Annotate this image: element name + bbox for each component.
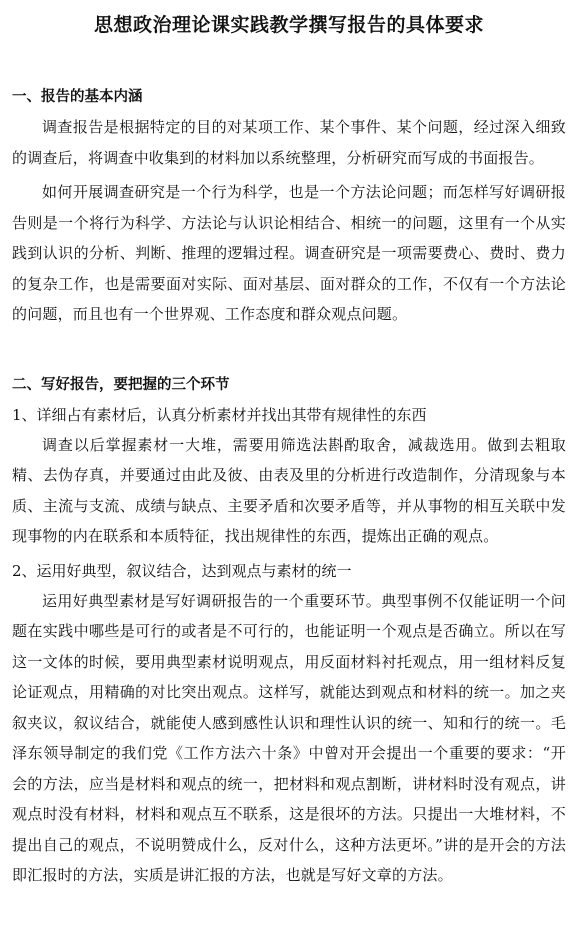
paragraph: 如何开展调查研究是一个行为科学，也是一个方法论问题；而怎样写好调研报告则是一个将行为科学、方法论与认识论相结合、相统一的问题，这里有一个从实践到认识的分析、判断、推理的逻辑过程。调查研究是一项需要费心、费时、费力的复杂工作，也是需要面对实际、面对基层、面对群众的工作，不仅有一个方法论的问题，而且也有一个世界观、工作态度和群众观点问题。 xyxy=(12,183,566,323)
paragraph: 调查以后掌握素材一大堆，需要用筛选法斟酌取舍，减裁选用。做到去粗取精、去伪存真，并要通过由此及彼、由表及里的分析进行改造制作，分清现象与本质、主流与支流、成绩与缺点、主要矛盾和次要矛盾等，并从事物的相互关联中发现事物的内在联系和本质特征，找出规律性的东西，提炼出正确的观点。 xyxy=(12,435,566,545)
document-title: 思想政治理论课实践教学撰写报告的具体要求 xyxy=(93,14,484,36)
section-heading-three-links: 二、写好报告，要把握的三个环节 xyxy=(12,376,230,393)
section-heading-basic-meaning: 一、报告的基本内涵 xyxy=(12,89,143,105)
subsection-heading-1: 1、详细占有素材后，认真分析素材并找出其带有规律性的东西 xyxy=(12,405,427,424)
subsection-heading-2: 2、运用好典型，叙议结合，达到观点与素材的统一 xyxy=(12,561,352,580)
paragraph: 运用好典型素材是写好调研报告的一个重要环节。典型事例不仅能证明一个问题在实践中哪些是可行的或者是不可行的，也能证明一个观点是否确立。所以在写这一文体的时候，要用典型素材说明观点，用反面材料衬托观点，用一组材料反复论证观点，用精确的对比突出观点。这样写，就能达到观点和材料的统一。加之夹叙夹议，叙议结合，就能使人感到感性认识和理性认识的统一、知和行的统一。毛泽东领导制定的我们党《工作方法六十条》中曾对开会提出一个重要的要求：“开会的方法，应当是材料和观点的统一，把材料和观点割断，讲材料时没有观点，讲观点时没有材料，材料和观点互不联系，这是很坏的方法。只提出一大堆材料，不提出自己的观点，不说明赞成什么，反对什么，这种方法更坏。”讲的是开会的方法即汇报时的方法，实质是讲汇报的方法，也就是写好文章的方法。 xyxy=(12,591,566,884)
paragraph: 调查报告是根据特定的目的对某项工作、某个事件、某个问题，经过深入细致的调查后，将调查中收集到的材料加以系统整理，分析研究而写成的书面报告。 xyxy=(12,118,566,167)
